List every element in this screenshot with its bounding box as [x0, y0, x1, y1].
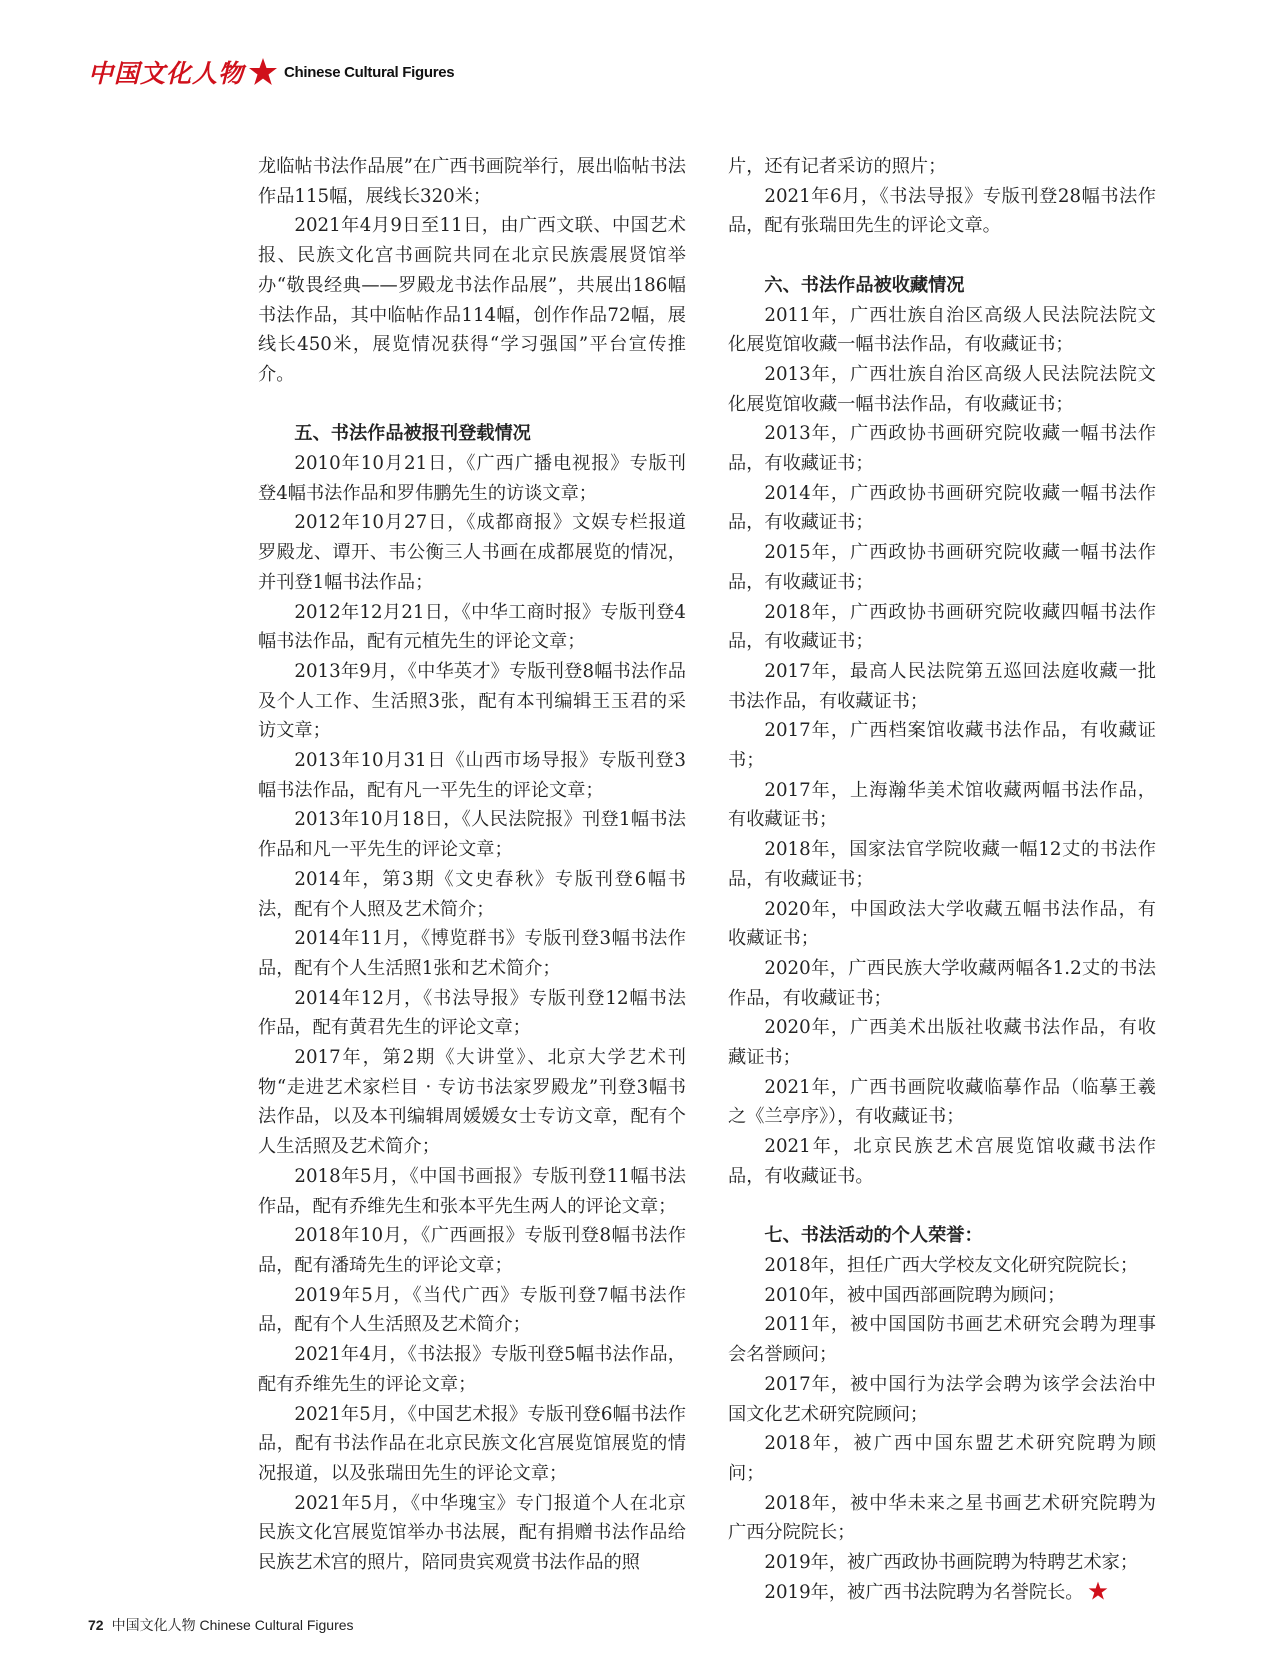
last-paragraph-text: 2019年，被广西书法院聘为名誉院长。 [764, 1581, 1084, 1603]
paragraph: 2017年，被中国行为法学会聘为该学会法治中国文化艺术研究院顾问； [728, 1373, 1156, 1425]
paragraph: 2018年，被广西中国东盟艺术研究院聘为顾问； [728, 1433, 1156, 1484]
footer-text: 中国文化人物 Chinese Cultural Figures [111, 1617, 354, 1633]
section-heading-5: 五、书法作品被报刊登载情况 [294, 423, 531, 445]
paragraph: 2013年，广西壮族自治区高级人民法院法院文化展览馆收藏一幅书法作品，有收藏证书； [728, 363, 1156, 415]
paragraph: 2017年，广西档案馆收藏书法作品，有收藏证书； [728, 720, 1156, 772]
paragraph: 2017年，最高人民法院第五巡回法庭收藏一批书法作品，有收藏证书； [728, 660, 1156, 712]
paragraph [728, 1578, 1156, 1608]
paragraph: 龙临帖书法作品展”在广西书画院举行，展出临帖书法作品115幅，展线长320米； [258, 156, 686, 207]
paragraph: 2014年12月，《书法导报》专版刊登12幅书法作品，配有黄君先生的评论文章； [258, 987, 686, 1039]
left-column [258, 152, 686, 1578]
paragraph: 2013年10月31日《山西市场导报》专版刊登3幅书法作品，配有凡一平先生的评论文章； [258, 750, 686, 801]
paragraph: 2015年，广西政协书画研究院收藏一幅书法作品，有收藏证书； [728, 542, 1156, 593]
section-heading-6: 六、书法作品被收藏情况 [764, 274, 965, 296]
magazine-logo-en: Chinese Cultural Figures [284, 63, 455, 81]
end-mark-star-icon [1088, 1581, 1108, 1601]
paragraph: 2017年，上海瀚华美术馆收藏两幅书法作品，有收藏证书； [728, 779, 1156, 831]
page-number: 72 [88, 1617, 104, 1633]
paragraph: 2018年，广西政协书画研究院收藏四幅书法作品，有收藏证书； [728, 601, 1156, 653]
paragraph: 2021年6月，《书法导报》专版刊登28幅书法作品，配有张瑞田先生的评论文章。 [728, 185, 1156, 237]
paragraph: 2013年10月18日，《人民法院报》刊登1幅书法作品和凡一平先生的评论文章； [258, 809, 686, 861]
paragraph: 2021年，北京民族艺术宫展览馆收藏书法作品，有收藏证书。 [728, 1136, 1156, 1187]
paragraph: 2010年，被中国西部画院聘为顾问； [764, 1284, 1066, 1306]
paragraph: 2014年11月，《博览群书》专版刊登3幅书法作品，配有个人生活照1张和艺术简介； [258, 928, 686, 979]
page-footer [88, 1615, 354, 1635]
paragraph: 2020年，中国政法大学收藏五幅书法作品，有收藏证书； [728, 898, 1156, 950]
paragraph: 2019年5月，《当代广西》专版刊登7幅书法作品，配有个人生活照及艺术简介； [258, 1284, 686, 1336]
paragraph: 2018年5月，《中国书画报》专版刊登11幅书法作品，配有乔维先生和张本平先生两人的评论文章； [258, 1165, 686, 1217]
paragraph: 2014年，广西政协书画研究院收藏一幅书法作品，有收藏证书； [728, 482, 1156, 534]
paragraph: 2010年10月21日，《广西广播电视报》专版刊登4幅书法作品和罗伟鹏先生的访谈文章； [258, 453, 686, 504]
paragraph: 2017年，第2期《大讲堂》、北京大学艺术刊物“走进艺术家栏目 · 专访书法家罗殿龙”刊登3幅书法作品，以及本刊编辑周媛媛女士专访文章，配有个人生活照及艺术简介； [258, 1047, 686, 1158]
paragraph: 2021年，广西书画院收藏临摹作品（临摹王羲之《兰亭序》），有收藏证书； [728, 1076, 1156, 1128]
paragraph: 2018年，担任广西大学校友文化研究院院长； [764, 1254, 1139, 1276]
paragraph: 2020年，广西美术出版社收藏书法作品，有收藏证书； [728, 1017, 1156, 1069]
paragraph: 2012年10月27日，《成都商报》文娱专栏报道罗殿龙、谭开、韦公衡三人书画在成都展览的情况，并刊登1幅书法作品； [258, 512, 686, 593]
paragraph: 2019年，被广西政协书画院聘为特聘艺术家； [764, 1552, 1139, 1574]
paragraph: 2021年5月，《中华瑰宝》专门报道个人在北京民族文化宫展览馆举办书法展，配有捐赠书法作品给民族艺术宫的照片，陪同贵宾观赏书法作品的照 [258, 1492, 686, 1574]
paragraph: 2021年4月，《书法报》专版刊登5幅书法作品，配有乔维先生的评论文章； [258, 1344, 686, 1395]
paragraph: 2018年，被中华未来之星书画艺术研究院聘为广西分院院长； [728, 1492, 1156, 1544]
magazine-header [88, 52, 454, 92]
magazine-logo-cn: 中国文化人物 [88, 59, 245, 88]
paragraph: 片，还有记者采访的照片； [728, 156, 947, 177]
paragraph: 2012年12月21日，《中华工商时报》专版刊登4幅书法作品，配有元植先生的评论文章； [258, 601, 686, 653]
paragraph: 2013年，广西政协书画研究院收藏一幅书法作品，有收藏证书； [728, 423, 1156, 475]
paragraph: 2011年，被中国国防书画艺术研究会聘为理事会名誉顾问； [728, 1314, 1156, 1366]
right-column [728, 152, 1156, 1607]
paragraph: 2013年9月，《中华英才》专版刊登8幅书法作品及个人工作、生活照3张，配有本刊编辑王玉君的采访文章； [258, 660, 686, 742]
paragraph: 2014年，第3期《文史春秋》专版刊登6幅书法，配有个人照及艺术简介； [258, 868, 686, 920]
paragraph: 2020年，广西民族大学收藏两幅各1.2丈的书法作品，有收藏证书； [728, 957, 1156, 1009]
section-heading-7: 七、书法活动的个人荣誉： [764, 1225, 983, 1247]
paragraph: 2018年10月，《广西画报》专版刊登8幅书法作品，配有潘琦先生的评论文章； [258, 1225, 686, 1276]
paragraph: 2018年，国家法官学院收藏一幅12丈的书法作品，有收藏证书； [728, 839, 1156, 890]
paragraph: 2011年，广西壮族自治区高级人民法院法院文化展览馆收藏一幅书法作品，有收藏证书； [728, 304, 1156, 356]
paragraph: 2021年5月，《中国艺术报》专版刊登6幅书法作品，配有书法作品在北京民族文化宫展览馆展览的情况报道，以及张瑞田先生的评论文章； [258, 1403, 686, 1484]
red-star-icon [248, 57, 278, 87]
paragraph: 2021年4月9日至11日，由广西文联、中国艺术报、民族文化宫书画院共同在北京民族震展贤馆举办“敬畏经典——罗殿龙书法作品展”，共展出186幅书法作品，其中临帖作品114幅，创作作品72幅，展线长450米，展览情况获得“学习强国”平台宣传推介。 [258, 215, 686, 385]
